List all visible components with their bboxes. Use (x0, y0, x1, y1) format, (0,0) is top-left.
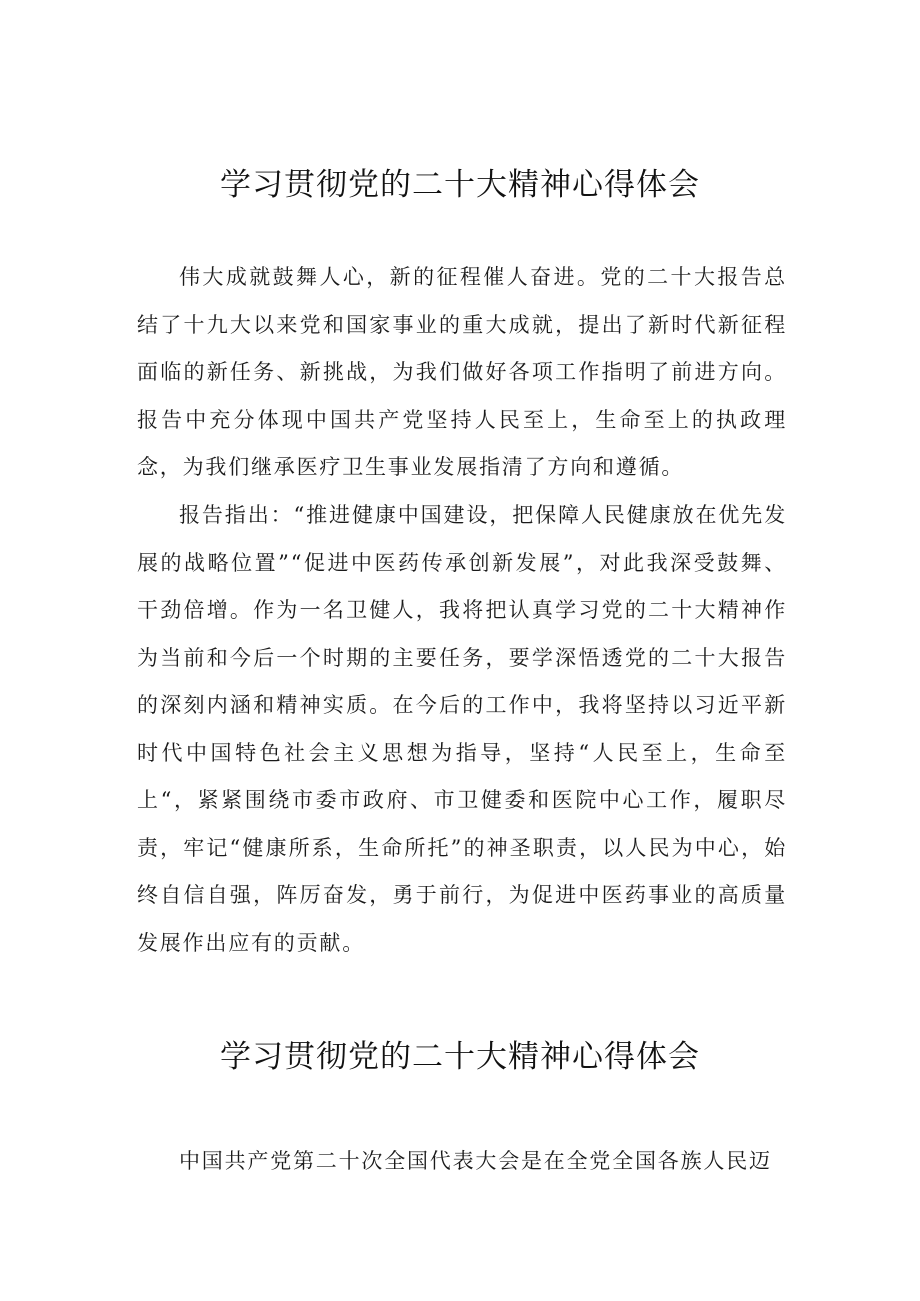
section-2-title: 学习贯彻党的二十大精神心得体会 (220, 1039, 700, 1075)
section-1-paragraph-2: 报告指出：“推进健康中国建设，把保障人民健康放在优先发展的战略位置”“促进中医药传承创新发展”，对此我深受鼓舞、干劲倍增。作为一名卫健人，我将把认真学习党的二十大精神作为当前和今后一个时期的主要任务，要学深悟透党的二十大报告的深刻内涵和精神实质。在今后的工作中，我将坚持以习近平新时代中国特色社会主义思想为指导，坚持“人民至上，生命至上“，紧紧围绕市委市政府、市卫健委和医院中心工作，履职尽责，牢记“健康所系，生命所托”的神圣职责，以人民为中心，始终自信自强，阵厉奋发，勇于前行，为促进中医药事业的高质量发展作出应有的贡献。 (137, 503, 787, 955)
section-1-title: 学习贯彻党的二十大精神心得体会 (220, 167, 700, 203)
section-1-paragraph-1: 伟大成就鼓舞人心，新的征程催人奋进。党的二十大报告总结了十九大以来党和国家事业的重大成就，提出了新时代新征程面临的新任务、新挑战，为我们做好各项工作指明了前进方向。报告中充分体现中国共产党坚持人民至上，生命至上的执政理念，为我们继承医疗卫生事业发展指清了方向和遵循。 (137, 265, 787, 479)
section-2-paragraph-1: 中国共产党第二十次全国代表大会是在全党全国各族人民迈 (179, 1149, 772, 1173)
